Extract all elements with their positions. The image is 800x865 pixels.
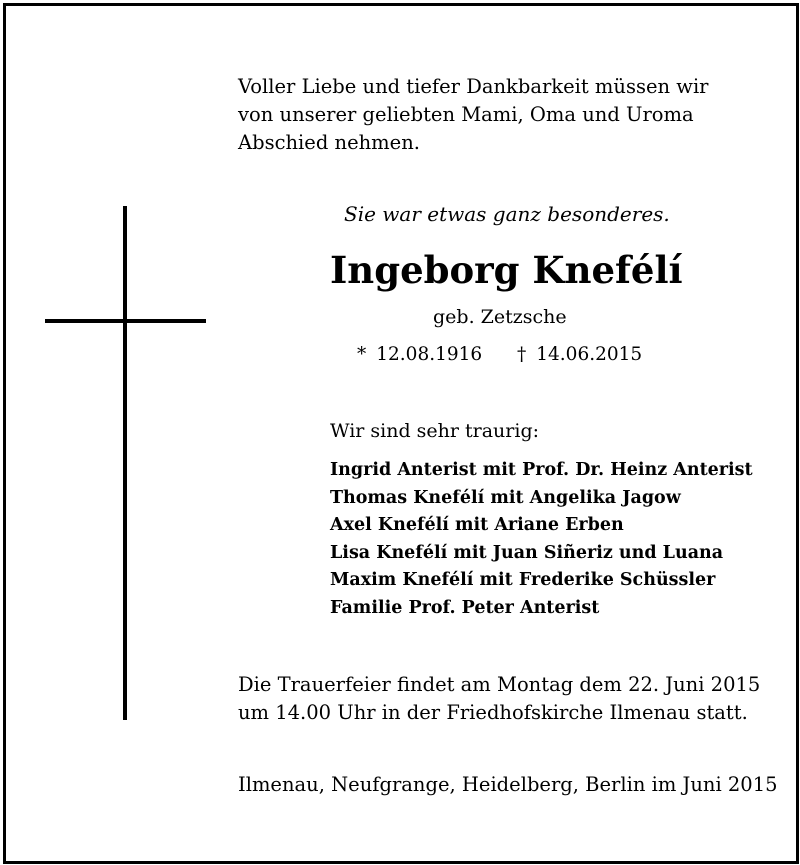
death-date-value: 14.06.2015 [536, 344, 643, 365]
intro-text [238, 73, 758, 157]
mourner-line: Axel Knefélí mit Ariane Erben [330, 515, 624, 535]
funeral-line: um 14.00 Uhr in der Friedhofskirche Ilmenau statt. [238, 701, 748, 724]
maiden-name: geb. Zetzsche [433, 306, 567, 328]
birth-symbol: * [357, 344, 367, 365]
mourners-intro: Wir sind sehr traurig: [330, 420, 540, 442]
mourner-line: Ingrid Anterist mit Prof. Dr. Heinz Anterist [330, 460, 753, 480]
cross-icon-vertical-bar [123, 206, 127, 720]
mourner-line: Maxim Knefélí mit Frederike Schüssler [330, 570, 716, 590]
mourners-list [330, 457, 753, 622]
cross-icon-horizontal-bar [45, 319, 206, 323]
birth-date [357, 341, 482, 369]
deceased-name: Ingeborg Knefélí [330, 248, 683, 292]
death-date [517, 341, 642, 369]
closing-line: Ilmenau, Neufgrange, Heidelberg, Berlin im Juni 2015 [238, 773, 778, 796]
birth-date-value: 12.08.1916 [376, 344, 483, 365]
mourner-line: Lisa Knefélí mit Juan Siñeriz und Luana [330, 542, 724, 563]
funeral-info [238, 671, 760, 727]
intro-line: Abschied nehmen. [238, 131, 420, 154]
motto: Sie war etwas ganz besonderes. [344, 202, 670, 226]
intro-line: Voller Liebe und tiefer Dankbarkeit müssen wir [238, 75, 709, 98]
funeral-line: Die Trauerfeier findet am Montag dem 22. Juni 2015 [238, 673, 761, 696]
mourner-line: Familie Prof. Peter Anterist [330, 597, 600, 618]
death-symbol: † [517, 344, 527, 365]
mourner-line: Thomas Knefélí mit Angelika Jagow [330, 487, 681, 508]
intro-line: von unserer geliebten Mami, Oma und Uroma [238, 103, 694, 126]
